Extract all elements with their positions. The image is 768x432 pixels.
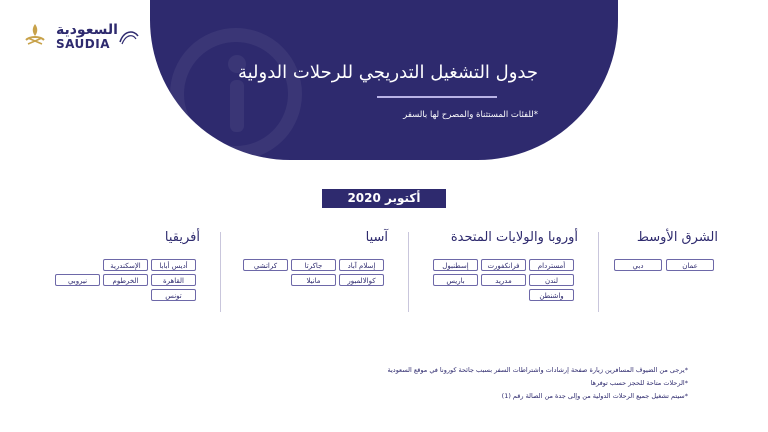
page-subtitle: *للفئات المستثناة والمصرح لها بالسفر: [403, 110, 538, 120]
region-asia: [238, 230, 388, 312]
city-chip: إسطنبول: [433, 259, 478, 271]
region-middle-east: [610, 230, 718, 312]
city-chip: القاهرة: [151, 274, 196, 286]
city-chip: أديس أبابا: [151, 259, 196, 271]
brand-arabic: السعودية: [56, 22, 118, 38]
city-chip: نيروبي: [55, 274, 100, 286]
info-watermark-bar: [230, 80, 244, 132]
title-underline: [377, 96, 497, 98]
city-chip: مدريد: [481, 274, 526, 286]
city-chip: واشنطن: [529, 289, 574, 301]
footnotes: [268, 364, 688, 403]
page-title: جدول التشغيل التدريجي للرحلات الدولية: [237, 62, 538, 83]
city-chip: دبي: [614, 259, 662, 271]
city-chip: باريس: [433, 274, 478, 286]
region-divider: [598, 232, 599, 312]
city-chip: كوالالمبور: [339, 274, 384, 286]
region-title: أفريقيا: [164, 230, 200, 245]
skyteam-icon: [118, 28, 140, 46]
region-title: الشرق الأوسط: [636, 230, 718, 245]
region-title: أوروبا والولايات المتحدة: [450, 230, 578, 245]
region-divider: [408, 232, 409, 312]
city-chip: إسلام آباد: [339, 259, 384, 271]
brand-latin: SAUDIA: [56, 37, 111, 51]
city-chip: جاكرتا: [291, 259, 336, 271]
city-chip: أمستردام: [529, 259, 574, 271]
city-chip: مانيلا: [291, 274, 336, 286]
region-africa: [48, 230, 200, 312]
saudia-emblem-icon: [22, 22, 48, 50]
city-chip: كراتشي: [243, 259, 288, 271]
region-title: آسيا: [365, 230, 388, 245]
city-chip: فرانكفورت: [481, 259, 526, 271]
city-chip: الخرطوم: [103, 274, 148, 286]
month-badge: أكتوبر 2020: [322, 189, 446, 208]
region-divider: [220, 232, 221, 312]
footnote: *يرجى من الضيوف المسافرين زيارة صفحة إرشادات واشتراطات السفر بسبب جائحة كورونا في موقع السعودية: [387, 366, 688, 374]
city-chip: الإسكندرية: [103, 259, 148, 271]
saudia-logo: [22, 22, 146, 52]
city-chip: لندن: [529, 274, 574, 286]
header-banner: [150, 0, 618, 160]
footnote: *سيتم تشغيل جميع الرحلات الدولية من وإلى جدة من الصالة رقم (1): [501, 392, 688, 400]
footnote: *الرحلات متاحة للحجز حسب توفرها: [590, 379, 688, 387]
region-europe-usa: [428, 230, 578, 312]
city-chip: تونس: [151, 289, 196, 301]
city-chip: عمان: [666, 259, 714, 271]
